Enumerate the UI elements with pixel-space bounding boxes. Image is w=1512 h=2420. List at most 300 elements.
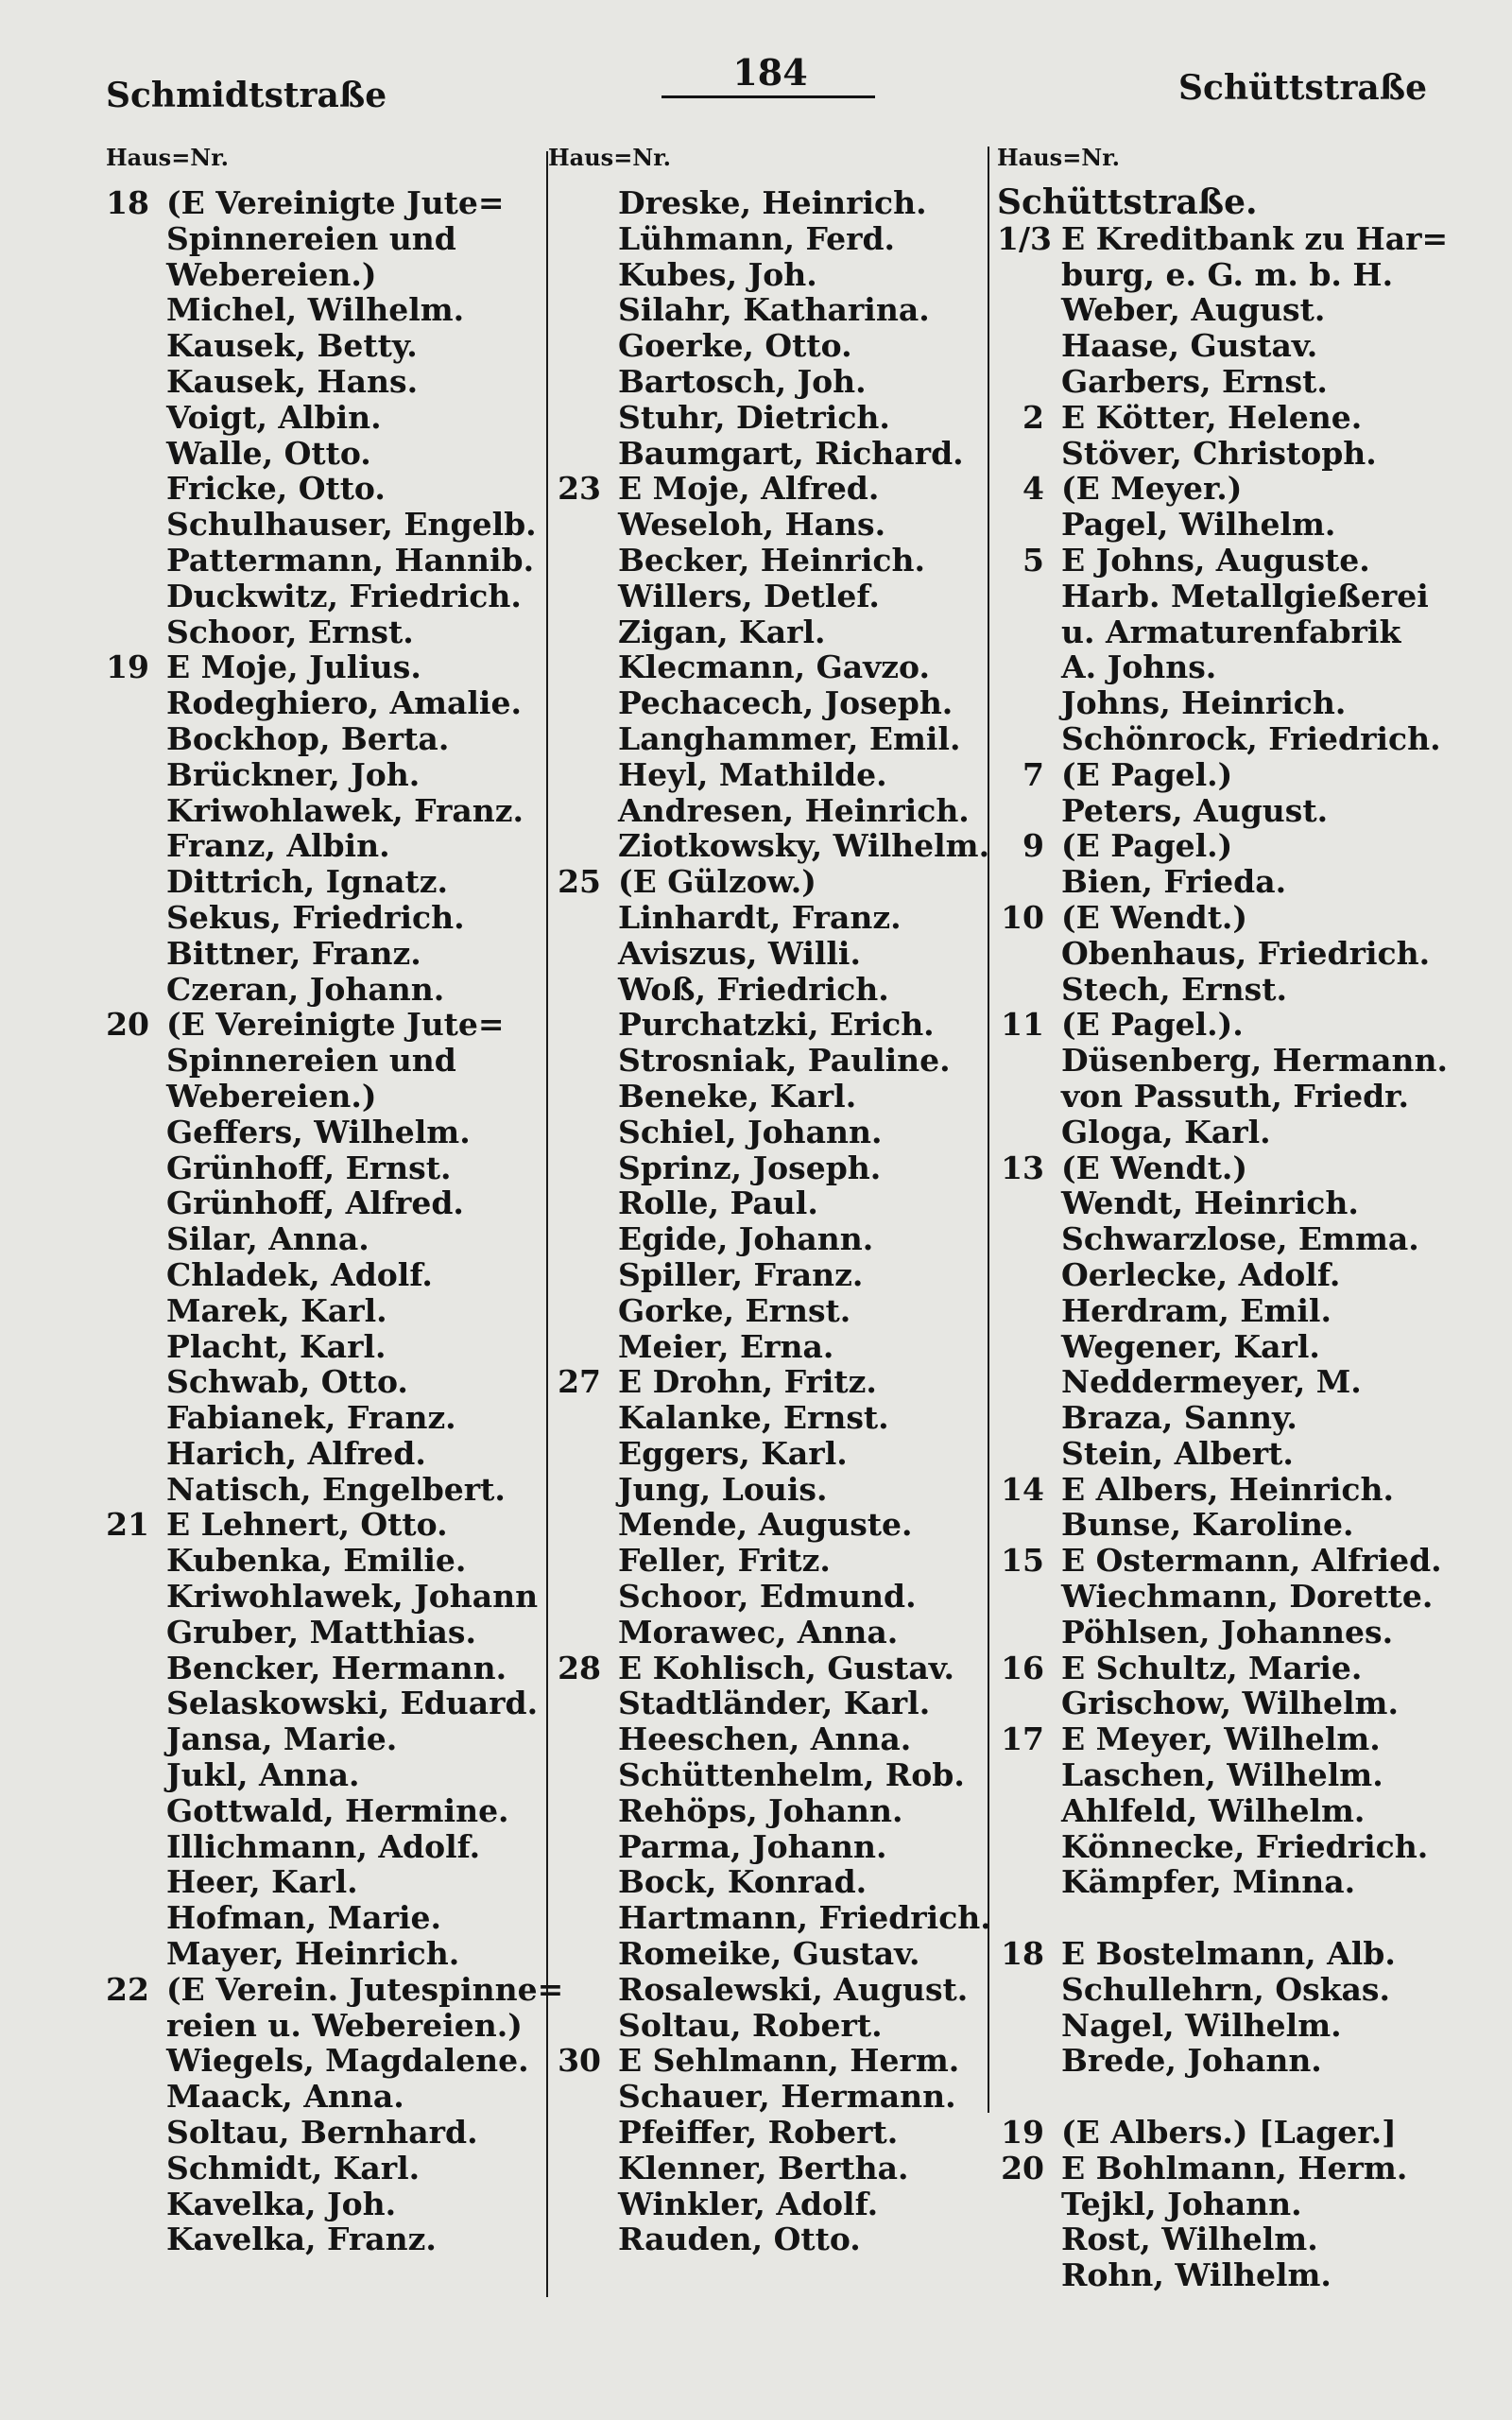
house-number (997, 1829, 1044, 1865)
list-item (548, 1864, 992, 1900)
resident-name: Geffers, Wilhelm. (166, 1113, 471, 1150)
resident-name: Spinnereien und (166, 1042, 456, 1080)
resident-name: Sprinz, Joseph. (618, 1149, 882, 1186)
resident-name: Feller, Fritz. (618, 1542, 831, 1580)
resident-name: Mende, Auguste. (618, 1506, 913, 1544)
resident-name: Kriwohlawek, Johann (166, 1578, 539, 1616)
house-number (106, 1043, 149, 1079)
resident-name: Winkler, Adolf. (618, 2185, 879, 2222)
list-item (106, 257, 559, 293)
list-item (106, 2221, 559, 2257)
list-item (548, 221, 992, 257)
resident-name: Andresen, Heinrich. (618, 791, 970, 829)
house-number (106, 1115, 149, 1150)
resident-name: Kämpfer, Minna. (1061, 1863, 1356, 1901)
list-item (106, 1293, 559, 1329)
resident-name: Egide, Johann. (618, 1220, 874, 1258)
house-number (548, 1400, 601, 1436)
resident-name: Herdram, Emil. (1061, 1291, 1332, 1329)
list-item (548, 1221, 992, 1257)
list-item (106, 1543, 559, 1579)
resident-name: Kausek, Betty. (166, 327, 418, 365)
resident-name: Romeike, Gustav. (618, 1935, 920, 1973)
house-number (548, 1936, 601, 1972)
house-number (548, 757, 601, 793)
house-number (997, 936, 1044, 972)
resident-name: Michel, Wilhelm. (166, 291, 465, 329)
resident-name: E Kreditbank zu Har= (1061, 219, 1449, 257)
resident-name: Czeran, Johann. (166, 970, 445, 1008)
resident-name: Soltau, Bernhard. (166, 2114, 478, 2152)
house-number (548, 1007, 601, 1043)
resident-name: u. Armaturenfabrik (1061, 613, 1401, 650)
list-item (997, 864, 1460, 900)
resident-name: (E Wendt.) (1061, 898, 1248, 936)
resident-name: Kausek, Hans. (166, 362, 419, 400)
resident-name: Weseloh, Hans. (618, 506, 886, 544)
list-item (548, 1185, 992, 1221)
resident-name: Peters, August. (1061, 791, 1329, 829)
list-item (548, 1757, 992, 1793)
resident-name: Woß, Friedrich. (618, 970, 889, 1008)
house-number: 16 (1001, 1649, 1044, 1686)
house-number (548, 721, 601, 757)
list-item (548, 936, 992, 972)
house-number (106, 1079, 149, 1115)
resident-name: Wegener, Karl. (1061, 1327, 1320, 1365)
list-item (548, 1115, 992, 1150)
house-number (106, 1685, 149, 1721)
resident-name: Schüttenhelm, Rob. (618, 1756, 965, 1794)
list-item (106, 507, 559, 543)
resident-name: burg, e. G. m. b. H. (1061, 255, 1394, 293)
list-item (106, 2043, 559, 2079)
list-item (548, 1543, 992, 1579)
house-number (106, 1864, 149, 1900)
house-number (997, 1436, 1044, 1472)
house-number (548, 1900, 601, 1936)
resident-name: Rost, Wilhelm. (1061, 2221, 1318, 2258)
list-item (548, 1293, 992, 1329)
house-number (997, 292, 1044, 328)
house-number (548, 543, 601, 579)
house-number (548, 1864, 601, 1900)
list-item (997, 721, 1460, 757)
house-number (106, 828, 149, 864)
resident-name: Bunse, Karoline. (1061, 1506, 1354, 1544)
resident-name: Weber, August. (1061, 291, 1326, 329)
resident-name: Rauden, Otto. (618, 2221, 861, 2258)
list-item (106, 828, 559, 864)
house-number (548, 2187, 601, 2222)
list-item (106, 1507, 559, 1543)
list-item (997, 1472, 1460, 1508)
resident-name: E Bostelmann, Alb. (1061, 1935, 1396, 1973)
list-item (548, 1257, 992, 1293)
house-number: 27 (558, 1363, 601, 1401)
house-number: 11 (1001, 1006, 1044, 1044)
resident-name: Spinnereien und (166, 219, 456, 257)
list-item (997, 328, 1460, 364)
list-item (106, 400, 559, 436)
house-number (106, 900, 149, 936)
resident-name: Harb. Metallgießerei (1061, 577, 1429, 614)
list-item (106, 649, 559, 685)
resident-name: Brückner, Joh. (166, 755, 421, 793)
resident-name: Bock, Konrad. (618, 1863, 868, 1901)
list-item (997, 1793, 1460, 1829)
list-item (997, 2187, 1460, 2222)
house-number (997, 1364, 1044, 1400)
house-number (548, 828, 601, 864)
resident-name: Eggers, Karl. (618, 1434, 848, 1472)
column-2 (548, 144, 992, 2257)
resident-name: Oerlecke, Adolf. (1061, 1255, 1341, 1293)
house-number (997, 579, 1044, 614)
list-item (548, 1436, 992, 1472)
house-number (106, 257, 149, 293)
house-number: 7 (1022, 755, 1044, 793)
list-item (548, 1364, 992, 1400)
list-item (106, 292, 559, 328)
house-number: 20 (1001, 2149, 1044, 2187)
resident-name: Klenner, Bertha. (618, 2149, 909, 2187)
resident-name (1044, 1900, 1061, 1936)
resident-name: Stadtländer, Karl. (618, 1685, 931, 1722)
resident-name: Neddermeyer, M. (1061, 1363, 1362, 1401)
list-item (997, 1329, 1460, 1365)
list-item (548, 828, 992, 864)
house-number (548, 1472, 601, 1508)
resident-name: E Schultz, Marie. (1061, 1649, 1363, 1686)
house-number (997, 972, 1044, 1008)
resident-name: Marek, Karl. (166, 1291, 387, 1329)
list-item (548, 1615, 992, 1651)
house-number (548, 2221, 601, 2257)
house-number (997, 1864, 1044, 1900)
house-number: 2 (1022, 398, 1044, 436)
resident-name: Laschen, Wilhelm. (1061, 1756, 1383, 1794)
house-number (106, 221, 149, 257)
list-item (997, 828, 1460, 864)
house-number (106, 471, 149, 507)
list-item (106, 1579, 559, 1615)
house-number (548, 1257, 601, 1293)
list-item (548, 1329, 992, 1365)
list-item (548, 1150, 992, 1186)
house-number (548, 1079, 601, 1115)
list-item (548, 1507, 992, 1543)
resident-name: Webereien.) (166, 255, 377, 293)
house-number (106, 864, 149, 900)
house-number (997, 2079, 1044, 2115)
house-number (548, 1221, 601, 1257)
house-number (997, 2257, 1044, 2293)
list-item (997, 257, 1460, 293)
header-rule (662, 95, 875, 98)
house-number: 15 (1001, 1542, 1044, 1580)
resident-name: Bittner, Franz. (166, 934, 421, 972)
house-number: 21 (106, 1506, 149, 1544)
resident-name: Bockhop, Berta. (166, 719, 450, 757)
house-number (997, 2043, 1044, 2079)
resident-name: Garbers, Ernst. (1061, 362, 1328, 400)
house-number (548, 1579, 601, 1615)
house-number (106, 2115, 149, 2151)
house-number (997, 1793, 1044, 1829)
list-item (106, 1150, 559, 1186)
list-item (997, 2221, 1460, 2257)
list-item (548, 579, 992, 614)
list-item (548, 292, 992, 328)
house-number (548, 2151, 601, 2187)
resident-name: Haase, Gustav. (1061, 327, 1318, 365)
list-item (106, 1221, 559, 1257)
list-item (997, 1436, 1460, 1472)
house-number (106, 292, 149, 328)
house-number (106, 1936, 149, 1972)
resident-name: Pattermann, Hannib. (166, 541, 535, 579)
house-number (548, 649, 601, 685)
resident-name: Linhardt, Franz. (618, 898, 902, 936)
house-number (997, 1900, 1044, 1936)
house-number (106, 1472, 149, 1508)
resident-name: Brede, Johann. (1061, 2042, 1322, 2080)
house-number (997, 1257, 1044, 1293)
resident-name: Wendt, Heinrich. (1061, 1184, 1359, 1222)
resident-name: Fricke, Otto. (166, 470, 386, 508)
resident-name: Wiegels, Magdalene. (166, 2042, 529, 2080)
house-number (106, 757, 149, 793)
list-item (997, 972, 1460, 1008)
resident-name: E Moje, Alfred. (618, 470, 880, 508)
list-item (548, 436, 992, 472)
list-item (106, 1615, 559, 1651)
house-number (548, 221, 601, 257)
list-item (997, 507, 1460, 543)
list-item (106, 1364, 559, 1400)
house-number (106, 2187, 149, 2222)
house-number: 23 (558, 470, 601, 508)
list-item (106, 1721, 559, 1757)
house-number (106, 1185, 149, 1221)
resident-name: Voigt, Albin. (166, 398, 382, 436)
house-number-label: Haus=Nr. (997, 144, 1121, 171)
resident-name: Franz, Albin. (166, 827, 390, 865)
list-item (106, 1793, 559, 1829)
resident-name: Kriwohlawek, Franz. (166, 791, 524, 829)
list-item (548, 328, 992, 364)
list-item (548, 1651, 992, 1686)
house-number: 19 (106, 648, 149, 686)
resident-name: E Drohn, Fritz. (618, 1363, 877, 1401)
house-number (106, 1829, 149, 1865)
list-item (106, 864, 559, 900)
resident-name: Kubes, Joh. (618, 255, 817, 293)
resident-name: Johns, Heinrich. (1061, 684, 1347, 722)
house-number (106, 364, 149, 400)
house-number (548, 507, 601, 543)
list-item (548, 793, 992, 829)
house-number (106, 328, 149, 364)
house-number (997, 1079, 1044, 1115)
resident-name: Schauer, Hermann. (618, 2078, 956, 2116)
house-number (106, 1757, 149, 1793)
list-item (106, 2008, 559, 2044)
list-item (106, 543, 559, 579)
list-item (997, 1007, 1460, 1043)
resident-name: A. Johns. (1061, 648, 1217, 686)
house-number (997, 1972, 1044, 2008)
house-number (106, 1400, 149, 1436)
resident-name: Gorke, Ernst. (618, 1291, 851, 1329)
list-item (997, 649, 1460, 685)
house-number (997, 1221, 1044, 1257)
resident-name: Parma, Johann. (618, 1827, 887, 1865)
house-number-label: Haus=Nr. (548, 144, 672, 171)
list-item (997, 1757, 1460, 1793)
resident-name: Webereien.) (166, 1077, 377, 1115)
resident-name: Schönrock, Friedrich. (1061, 719, 1441, 757)
column-3 (997, 144, 1460, 2293)
resident-name: (E Vereinigte Jute= (166, 184, 505, 221)
house-number (997, 1507, 1044, 1543)
resident-name: Schoor, Edmund. (618, 1578, 917, 1616)
house-number (548, 328, 601, 364)
list-item (997, 2008, 1460, 2044)
house-number (548, 579, 601, 614)
house-number (997, 614, 1044, 650)
list-item (106, 2151, 559, 2187)
resident-name: Düsenberg, Hermann. (1061, 1042, 1449, 1080)
resident-name: Grünhoff, Alfred. (166, 1184, 464, 1222)
resident-name: Schmidt, Karl. (166, 2149, 421, 2187)
house-number (548, 972, 601, 1008)
list-item (997, 1651, 1460, 1686)
house-number (548, 1436, 601, 1472)
list-item (997, 1364, 1460, 1400)
list-item (997, 1615, 1460, 1651)
resident-name: Jansa, Marie. (166, 1720, 398, 1758)
resident-name: E Albers, Heinrich. (1061, 1470, 1394, 1508)
resident-name: Ziotkowsky, Wilhelm. (618, 827, 990, 865)
list-item (548, 364, 992, 400)
resident-name: (E Meyer.) (1061, 470, 1243, 508)
resident-name: Purchatzki, Erich. (618, 1006, 935, 1044)
house-number (106, 400, 149, 436)
house-number (548, 364, 601, 400)
resident-name: Jung, Louis. (618, 1470, 828, 1508)
house-number (106, 685, 149, 721)
resident-name: Bencker, Hermann. (166, 1649, 507, 1686)
house-number (106, 721, 149, 757)
resident-name: Schwab, Otto. (166, 1363, 408, 1401)
list-item (106, 1257, 559, 1293)
house-number (997, 649, 1044, 685)
resident-name: Heeschen, Anna. (618, 1720, 912, 1758)
resident-name: Langhammer, Emil. (618, 719, 961, 757)
house-number (548, 1757, 601, 1793)
list-item (548, 1043, 992, 1079)
list-item (548, 507, 992, 543)
house-number (106, 507, 149, 543)
house-number (548, 1685, 601, 1721)
house-number (548, 1115, 601, 1150)
house-number: 10 (1001, 898, 1044, 936)
resident-name: Fabianek, Franz. (166, 1399, 456, 1437)
resident-name: E Kohlisch, Gustav. (618, 1649, 955, 1686)
house-number (106, 1579, 149, 1615)
resident-name: Dittrich, Ignatz. (166, 863, 448, 901)
list-item (997, 1579, 1460, 1615)
resident-name: Gottwald, Hermine. (166, 1791, 509, 1829)
list-item (997, 936, 1460, 972)
resident-name: Beneke, Karl. (618, 1077, 857, 1115)
resident-name: Pfeiffer, Robert. (618, 2114, 899, 2152)
list-item (997, 1221, 1460, 1257)
list-item (106, 1007, 559, 1043)
house-number (106, 1900, 149, 1936)
list-item (548, 685, 992, 721)
resident-name: Natisch, Engelbert. (166, 1470, 506, 1508)
house-number: 5 (1022, 541, 1044, 579)
list-item (997, 292, 1460, 328)
house-number (997, 436, 1044, 472)
list-item (997, 2257, 1460, 2293)
house-number (548, 257, 601, 293)
resident-name: Stuhr, Dietrich. (618, 398, 890, 436)
resident-name (1044, 2079, 1061, 2115)
list-item (106, 2115, 559, 2151)
house-number (548, 1793, 601, 1829)
list-item (548, 721, 992, 757)
list-item (106, 721, 559, 757)
house-number (548, 1329, 601, 1365)
resident-name: Heyl, Mathilde. (618, 755, 887, 793)
list-item (106, 936, 559, 972)
list-item (106, 1685, 559, 1721)
list-item (106, 685, 559, 721)
resident-name: Hartmann, Friedrich. (618, 1899, 991, 1937)
resident-name: Rehöps, Johann. (618, 1791, 903, 1829)
house-number (106, 1721, 149, 1757)
house-number (548, 2115, 601, 2151)
list-item (106, 900, 559, 936)
list-item (106, 471, 559, 507)
resident-name: Pöhlsen, Johannes. (1061, 1613, 1394, 1651)
list-item (106, 1757, 559, 1793)
house-number (997, 328, 1044, 364)
list-item (106, 972, 559, 1008)
house-number: 18 (1001, 1935, 1044, 1973)
list-item (106, 328, 559, 364)
resident-name: Rolle, Paul. (618, 1184, 818, 1222)
house-number (548, 1972, 601, 2008)
list-item (548, 900, 992, 936)
resident-name: Zigan, Karl. (618, 613, 826, 650)
house-number-label: Haus=Nr. (106, 144, 230, 171)
house-number (548, 614, 601, 650)
house-number (106, 2221, 149, 2257)
house-number (106, 1651, 149, 1686)
house-number (548, 685, 601, 721)
list-item (106, 1651, 559, 1686)
list-item (548, 543, 992, 579)
house-number (548, 936, 601, 972)
resident-name: Placht, Karl. (166, 1327, 387, 1365)
list-item (997, 2151, 1460, 2187)
resident-name: Braza, Sanny. (1061, 1399, 1297, 1437)
